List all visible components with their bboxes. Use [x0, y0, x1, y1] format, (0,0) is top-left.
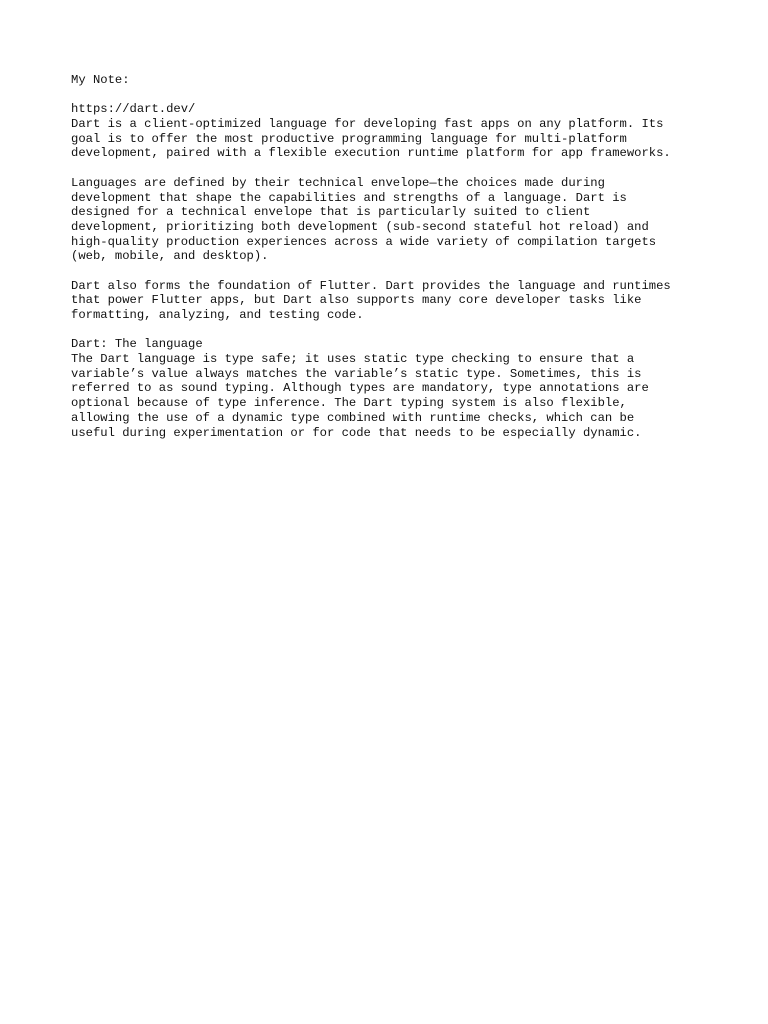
paragraph-intro — [71, 117, 751, 161]
spacer — [71, 161, 751, 176]
paragraph-line: Languages are defined by their technical envelope—the choices made during — [71, 175, 605, 190]
paragraph-line: development, prioritizing both development (sub-second stateful hot reload) and — [71, 219, 649, 234]
paragraph-line: Dart is a client-optimized language for developing fast apps on any platform. Its — [71, 117, 664, 132]
spacer — [71, 323, 751, 338]
note-url: https://dart.dev/ — [71, 102, 196, 117]
paragraph-line: (web, mobile, and desktop). — [71, 249, 269, 264]
section-heading: Dart: The language — [71, 337, 203, 352]
paragraph-line: Dart also forms the foundation of Flutter. Dart provides the language and runtimes — [71, 278, 671, 293]
paragraph-line: high-quality production experiences across a wide variety of compilation targets — [71, 234, 657, 249]
paragraph-line: referred to as sound typing. Although types are mandatory, type annotations are — [71, 381, 649, 396]
note-title: My Note: — [71, 73, 130, 87]
paragraph-line: The Dart language is type safe; it uses static type checking to ensure that a — [71, 352, 635, 367]
paragraph-line: goal is to offer the most productive programming language for multi-platform — [71, 131, 627, 146]
paragraph-line: development, paired with a flexible execution runtime platform for app frameworks. — [71, 146, 671, 161]
spacer — [71, 264, 751, 279]
note-document — [71, 73, 751, 440]
paragraph-line: designed for a technical envelope that is particularly suited to client — [71, 205, 591, 220]
paragraph-line: useful during experimentation or for code that needs to be especially dynamic. — [71, 425, 642, 440]
paragraph-line: that power Flutter apps, but Dart also supports many core developer tasks like — [71, 293, 642, 308]
spacer — [71, 88, 751, 103]
paragraph-line: optional because of type inference. The Dart typing system is also flexible, — [71, 396, 627, 411]
paragraph-flutter — [71, 279, 751, 323]
paragraph-type-safety — [71, 352, 751, 440]
paragraph-line: development that shape the capabilities and strengths of a language. Dart is — [71, 190, 627, 205]
paragraph-line: formatting, analyzing, and testing code. — [71, 308, 364, 322]
paragraph-envelope — [71, 176, 751, 264]
paragraph-line: allowing the use of a dynamic type combined with runtime checks, which can be — [71, 410, 635, 425]
paragraph-line: variable’s value always matches the variable’s static type. Sometimes, this is — [71, 366, 642, 381]
